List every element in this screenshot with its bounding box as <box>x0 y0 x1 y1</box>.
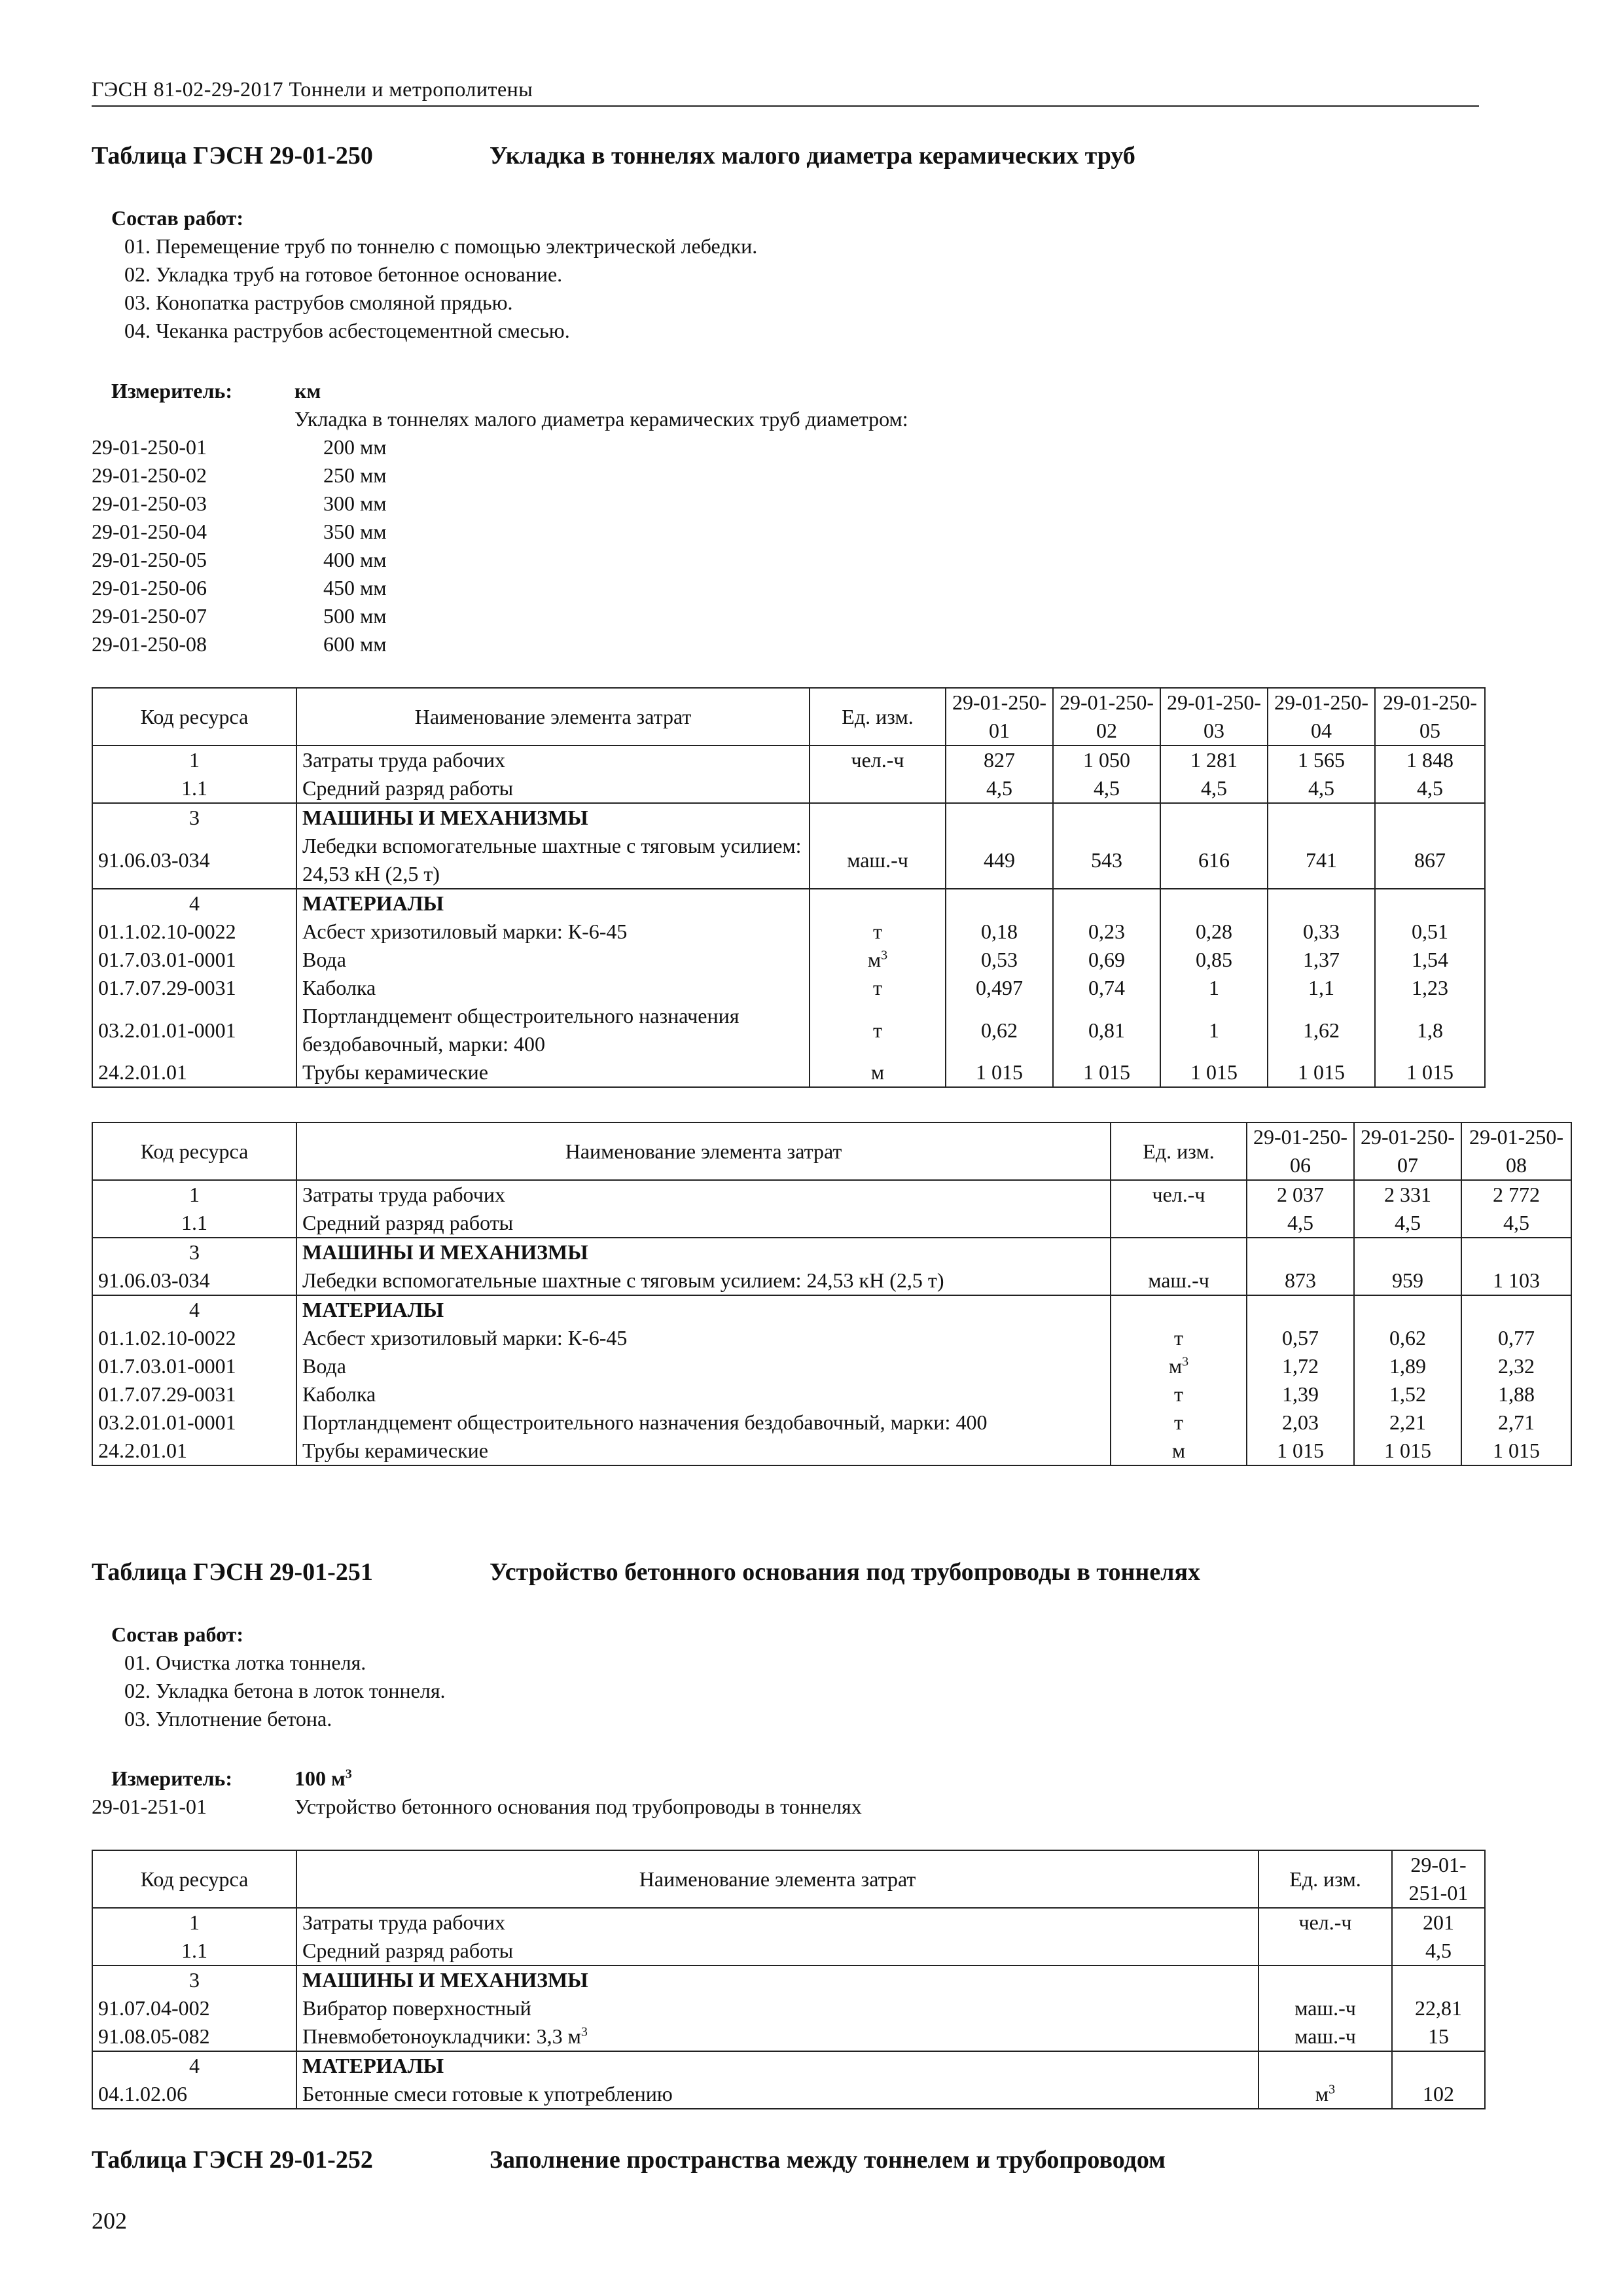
norm-value-cell: 873 <box>1247 1266 1354 1295</box>
norm-value-cell <box>1392 2051 1485 2080</box>
table-252-heading <box>92 2145 1166 2174</box>
norm-value-cell: 1,52 <box>1354 1380 1461 1408</box>
cost-element-cell: Средний разряд работы <box>296 1937 1258 1965</box>
header-norm-column: 29-01-250-01 <box>946 688 1053 745</box>
table-252-title: Заполнение пространства между тоннелем и трубопроводом <box>490 2146 1166 2174</box>
norm-value-cell: 1,8 <box>1375 1002 1485 1058</box>
work-item: 02. Укладка труб на готовое бетонное основание. <box>124 262 563 286</box>
norm-value-cell: 0,51 <box>1375 918 1485 946</box>
norm-value-cell: 0,23 <box>1053 918 1160 946</box>
table-row <box>92 2022 1485 2051</box>
item-code: 29-01-250-06 <box>92 576 207 600</box>
cost-element-cell: МАТЕРИАЛЫ <box>296 889 810 918</box>
resource-table-250-part2 <box>92 1122 1572 1466</box>
norm-value-cell: 0,81 <box>1053 1002 1160 1058</box>
item-desc: Устройство бетонного основания под трубопроводы в тоннелях <box>294 1795 862 1818</box>
header-unit: Ед. изм. <box>1258 1850 1392 1908</box>
table-250-works <box>92 204 757 345</box>
norm-value-cell: 1 015 <box>1354 1437 1461 1465</box>
works-label: Состав работ: <box>111 1623 244 1646</box>
norm-value-cell: 741 <box>1268 832 1375 889</box>
norm-value-cell: 1,89 <box>1354 1352 1461 1380</box>
table-250-code: Таблица ГЭСН 29-01-250 <box>92 142 373 170</box>
norm-value-cell: 4,5 <box>1160 774 1268 803</box>
norm-value-cell: 0,69 <box>1053 946 1160 974</box>
cost-element-cell: МАШИНЫ И МЕХАНИЗМЫ <box>296 1965 1258 1994</box>
norm-value-cell: 1 <box>1160 1002 1268 1058</box>
unit-cell: т <box>810 974 946 1002</box>
cost-element-cell: Каболка <box>296 974 810 1002</box>
resource-code-cell: 3 <box>92 803 296 832</box>
cost-element-cell: Вибратор поверхностный <box>296 1994 1258 2022</box>
resource-code-cell: 01.7.07.29-0031 <box>92 1380 296 1408</box>
table-row <box>92 2051 1485 2080</box>
norm-value-cell: 2 772 <box>1461 1180 1571 1209</box>
norm-value-cell: 1 050 <box>1053 745 1160 774</box>
resource-code-cell: 91.08.05-082 <box>92 2022 296 2051</box>
table-row <box>92 974 1485 1002</box>
norm-value-cell <box>1247 1295 1354 1324</box>
unit-cell: маш.-ч <box>1258 1994 1392 2022</box>
unit-cell: т <box>810 1002 946 1058</box>
resource-code-cell: 1.1 <box>92 774 296 803</box>
norm-value-cell <box>1392 1965 1485 1994</box>
unit-cell: т <box>1111 1380 1247 1408</box>
norm-value-cell <box>1268 889 1375 918</box>
unit-cell: чел.-ч <box>1111 1180 1247 1209</box>
norm-value-cell: 959 <box>1354 1266 1461 1295</box>
resource-code-cell: 24.2.01.01 <box>92 1058 296 1087</box>
norm-value-cell: 867 <box>1375 832 1485 889</box>
norm-value-cell <box>1247 1238 1354 1266</box>
table-row <box>92 1324 1571 1352</box>
meter-unit: км <box>294 379 321 403</box>
resource-code-cell: 03.2.01.01-0001 <box>92 1408 296 1437</box>
unit-cell <box>1111 1209 1247 1238</box>
norm-value-cell: 2,32 <box>1461 1352 1571 1380</box>
table-row <box>92 1437 1571 1465</box>
resource-code-cell: 4 <box>92 2051 296 2080</box>
resource-code-cell: 1.1 <box>92 1937 296 1965</box>
norm-value-cell: 1,62 <box>1268 1002 1375 1058</box>
header-unit: Ед. изм. <box>1111 1122 1247 1180</box>
norm-value-cell: 1 015 <box>946 1058 1053 1087</box>
meter-label: Измеритель: <box>111 379 232 403</box>
cost-element-cell: Асбест хризотиловый марки: К-6-45 <box>296 1324 1111 1352</box>
norm-value-cell: 2,71 <box>1461 1408 1571 1437</box>
item-desc: 450 мм <box>323 576 387 600</box>
header-resource-code: Код ресурса <box>92 1122 296 1180</box>
work-item: 02. Укладка бетона в лоток тоннеля. <box>124 1679 446 1702</box>
norm-value-cell: 1,54 <box>1375 946 1485 974</box>
norm-value-cell: 4,5 <box>1375 774 1485 803</box>
norm-value-cell: 1 565 <box>1268 745 1375 774</box>
unit-cell: т <box>810 918 946 946</box>
norm-value-cell <box>1461 1238 1571 1266</box>
header-norm-column: 29-01-250-03 <box>1160 688 1268 745</box>
header-cost-element: Наименование элемента затрат <box>296 688 810 745</box>
unit-cell: чел.-ч <box>1258 1908 1392 1937</box>
resource-code-cell: 1.1 <box>92 1209 296 1238</box>
cost-element-cell: МАШИНЫ И МЕХАНИЗМЫ <box>296 1238 1111 1266</box>
cost-element-cell: Затраты труда рабочих <box>296 745 810 774</box>
table-row <box>92 1908 1485 1937</box>
unit-cell: $м^3$ <box>810 946 946 974</box>
unit-cell: т <box>1111 1408 1247 1437</box>
norm-value-cell: 0,18 <box>946 918 1053 946</box>
table-row <box>92 1994 1485 2022</box>
item-desc: 250 мм <box>323 463 387 487</box>
header-resource-code: Код ресурса <box>92 1850 296 1908</box>
resource-code-cell: 01.1.02.10-0022 <box>92 1324 296 1352</box>
cost-element-cell: Каболка <box>296 1380 1111 1408</box>
norm-value-cell <box>1354 1238 1461 1266</box>
resource-table-250-part1 <box>92 687 1486 1088</box>
norm-value-cell: 1,88 <box>1461 1380 1571 1408</box>
norm-value-cell <box>1053 889 1160 918</box>
work-item: 03. Конопатка раструбов смоляной прядью. <box>124 291 513 314</box>
cost-element-cell: Пневмобетоноукладчики: 3,3 $м^3$ <box>296 2022 1258 2051</box>
resource-code-cell: 03.2.01.01-0001 <box>92 1002 296 1058</box>
table-251-code: Таблица ГЭСН 29-01-251 <box>92 1558 373 1586</box>
table-row <box>92 1295 1571 1324</box>
unit-cell <box>810 803 946 832</box>
item-desc: 400 мм <box>323 548 387 571</box>
table-250-title: Укладка в тоннелях малого диаметра керамических труб <box>490 142 1135 170</box>
table-row <box>92 745 1485 774</box>
cost-element-cell: Лебедки вспомогательные шахтные с тяговым усилием: 24,53 кН (2,5 т) <box>296 832 810 889</box>
resource-code-cell: 01.7.07.29-0031 <box>92 974 296 1002</box>
norm-value-cell: 2,03 <box>1247 1408 1354 1437</box>
item-code: 29-01-250-07 <box>92 604 207 628</box>
header-resource-code: Код ресурса <box>92 688 296 745</box>
header-cost-element: Наименование элемента затрат <box>296 1122 1111 1180</box>
norm-value-cell: 543 <box>1053 832 1160 889</box>
unit-cell: $м^3$ <box>1111 1352 1247 1380</box>
norm-value-cell: 1 015 <box>1247 1437 1354 1465</box>
resource-code-cell: 91.06.03-034 <box>92 832 296 889</box>
item-desc: 200 мм <box>323 435 387 459</box>
norm-value-cell: 1,37 <box>1268 946 1375 974</box>
header-norm-column: 29-01-250-08 <box>1461 1122 1571 1180</box>
cost-element-cell: Затраты труда рабочих <box>296 1180 1111 1209</box>
norm-value-cell: 0,497 <box>946 974 1053 1002</box>
norm-value-cell: 0,57 <box>1247 1324 1354 1352</box>
table-251-works <box>92 1621 446 1733</box>
meter-unit: 100 $м^3$ <box>294 1767 352 1790</box>
norm-value-cell: 1 015 <box>1268 1058 1375 1087</box>
header-norm-column: 29-01-250-04 <box>1268 688 1375 745</box>
norm-value-cell: 1 <box>1160 974 1268 1002</box>
resource-code-cell: 1 <box>92 745 296 774</box>
item-code: 29-01-250-08 <box>92 632 207 656</box>
norm-value-cell: 1 103 <box>1461 1266 1571 1295</box>
table-250-meter <box>92 377 1479 658</box>
cost-element-cell: Портландцемент общестроительного назначения бездобавочный, марки: 400 <box>296 1408 1111 1437</box>
resource-code-cell: 01.1.02.10-0022 <box>92 918 296 946</box>
norm-value-cell: 2,21 <box>1354 1408 1461 1437</box>
norm-value-cell: 1 015 <box>1461 1437 1571 1465</box>
norm-value-cell: 201 <box>1392 1908 1485 1937</box>
meter-description: Укладка в тоннелях малого диаметра керамических труб диаметром: <box>294 407 908 431</box>
table-row <box>92 774 1485 803</box>
resource-code-cell: 3 <box>92 1965 296 1994</box>
norm-value-cell <box>1268 803 1375 832</box>
unit-cell <box>1111 1238 1247 1266</box>
unit-cell <box>1111 1295 1247 1324</box>
norm-value-cell: 4,5 <box>946 774 1053 803</box>
work-item: 04. Чеканка раструбов асбестоцементной смесью. <box>124 319 570 342</box>
cost-element-cell: Асбест хризотиловый марки: К-6-45 <box>296 918 810 946</box>
meter-label: Измеритель: <box>111 1767 232 1790</box>
norm-value-cell: 15 <box>1392 2022 1485 2051</box>
table-row <box>92 1937 1485 1965</box>
resource-code-cell: 24.2.01.01 <box>92 1437 296 1465</box>
item-desc: 600 мм <box>323 632 387 656</box>
norm-value-cell: 0,77 <box>1461 1324 1571 1352</box>
cost-element-cell: Трубы керамические <box>296 1437 1111 1465</box>
cost-element-cell: МАТЕРИАЛЫ <box>296 1295 1111 1324</box>
unit-cell: $м^3$ <box>1258 2080 1392 2109</box>
table-row <box>92 918 1485 946</box>
header-norm-column: 29-01-250-02 <box>1053 688 1160 745</box>
unit-cell: м <box>1111 1437 1247 1465</box>
norm-value-cell <box>1354 1295 1461 1324</box>
item-code: 29-01-250-02 <box>92 463 207 487</box>
norm-value-cell: 0,62 <box>946 1002 1053 1058</box>
resource-code-cell: 4 <box>92 1295 296 1324</box>
resource-table-251 <box>92 1850 1486 2109</box>
cost-element-cell: Вода <box>296 946 810 974</box>
norm-value-cell: 1 015 <box>1375 1058 1485 1087</box>
unit-cell: чел.-ч <box>810 745 946 774</box>
item-code: 29-01-250-01 <box>92 435 207 459</box>
header-norm-column: 29-01-251-01 <box>1392 1850 1485 1908</box>
cost-element-cell: Трубы керамические <box>296 1058 810 1087</box>
unit-cell: т <box>1111 1324 1247 1352</box>
unit-cell <box>1258 1937 1392 1965</box>
norm-value-cell <box>1461 1295 1571 1324</box>
table-row <box>92 1180 1571 1209</box>
table-row <box>92 1238 1571 1266</box>
cost-element-cell: Средний разряд работы <box>296 774 810 803</box>
table-row <box>92 803 1485 832</box>
norm-value-cell: 0,28 <box>1160 918 1268 946</box>
norm-value-cell <box>1160 803 1268 832</box>
table-row <box>92 946 1485 974</box>
resource-code-cell: 04.1.02.06 <box>92 2080 296 2109</box>
header-unit: Ед. изм. <box>810 688 946 745</box>
document-page <box>92 0 1563 2296</box>
norm-value-cell <box>1160 889 1268 918</box>
cost-element-cell: Затраты труда рабочих <box>296 1908 1258 1937</box>
table-252-code: Таблица ГЭСН 29-01-252 <box>92 2146 373 2174</box>
norm-value-cell <box>1375 803 1485 832</box>
resource-code-cell: 1 <box>92 1180 296 1209</box>
item-desc: 500 мм <box>323 604 387 628</box>
norm-value-cell: 0,33 <box>1268 918 1375 946</box>
cost-element-cell: Лебедки вспомогательные шахтные с тяговым усилием: 24,53 кН (2,5 т) <box>296 1266 1111 1295</box>
norm-value-cell <box>946 803 1053 832</box>
norm-value-cell: 4,5 <box>1053 774 1160 803</box>
table-251-heading <box>92 1558 1200 1587</box>
table-row <box>92 1058 1485 1087</box>
unit-cell: маш.-ч <box>1258 2022 1392 2051</box>
norm-value-cell: 4,5 <box>1354 1209 1461 1238</box>
norm-value-cell: 1 848 <box>1375 745 1485 774</box>
cost-element-cell: Вода <box>296 1352 1111 1380</box>
header-norm-column: 29-01-250-06 <box>1247 1122 1354 1180</box>
norm-value-cell: 4,5 <box>1247 1209 1354 1238</box>
cost-element-cell: Средний разряд работы <box>296 1209 1111 1238</box>
norm-value-cell: 4,5 <box>1461 1209 1571 1238</box>
page-number: 202 <box>92 2208 127 2234</box>
norm-value-cell: 4,5 <box>1268 774 1375 803</box>
table-row <box>92 1266 1571 1295</box>
norm-value-cell: 1,23 <box>1375 974 1485 1002</box>
table-row <box>92 1352 1571 1380</box>
table-row <box>92 1380 1571 1408</box>
norm-value-cell: 0,85 <box>1160 946 1268 974</box>
norm-value-cell: 1 015 <box>1053 1058 1160 1087</box>
table-251-title: Устройство бетонного основания под трубопроводы в тоннелях <box>490 1558 1201 1586</box>
item-desc: 300 мм <box>323 492 387 515</box>
norm-value-cell: 1,72 <box>1247 1352 1354 1380</box>
resource-code-cell: 4 <box>92 889 296 918</box>
table-row <box>92 889 1485 918</box>
norm-value-cell <box>946 889 1053 918</box>
norm-value-cell <box>1375 889 1485 918</box>
norm-value-cell: 0,62 <box>1354 1324 1461 1352</box>
work-item: 03. Уплотнение бетона. <box>124 1707 332 1731</box>
table-row <box>92 1965 1485 1994</box>
cost-element-cell: Портландцемент общестроительного назначения бездобавочный, марки: 400 <box>296 1002 810 1058</box>
resource-code-cell: 01.7.03.01-0001 <box>92 946 296 974</box>
unit-cell <box>1258 2051 1392 2080</box>
unit-cell: маш.-ч <box>810 832 946 889</box>
table-row <box>92 1209 1571 1238</box>
item-code: 29-01-251-01 <box>92 1795 207 1818</box>
item-code: 29-01-250-03 <box>92 492 207 515</box>
norm-value-cell: 2 331 <box>1354 1180 1461 1209</box>
resource-code-cell: 3 <box>92 1238 296 1266</box>
norm-value-cell: 22,81 <box>1392 1994 1485 2022</box>
norm-value-cell: 102 <box>1392 2080 1485 2109</box>
unit-cell <box>810 889 946 918</box>
table-251-meter <box>92 1765 1479 1821</box>
norm-value-cell: 0,53 <box>946 946 1053 974</box>
item-code: 29-01-250-04 <box>92 520 207 543</box>
cost-element-cell: Бетонные смеси готовые к употреблению <box>296 2080 1258 2109</box>
norm-value-cell: 1,39 <box>1247 1380 1354 1408</box>
resource-code-cell: 91.07.04-002 <box>92 1994 296 2022</box>
norm-value-cell: 1 281 <box>1160 745 1268 774</box>
unit-cell: маш.-ч <box>1111 1266 1247 1295</box>
work-item: 01. Перемещение труб по тоннелю с помощью электрической лебедки. <box>124 234 758 258</box>
resource-code-cell: 1 <box>92 1908 296 1937</box>
unit-cell <box>1258 1965 1392 1994</box>
norm-value-cell: 449 <box>946 832 1053 889</box>
table-row <box>92 1002 1485 1058</box>
table-row <box>92 1408 1571 1437</box>
resource-code-cell: 91.06.03-034 <box>92 1266 296 1295</box>
norm-value-cell: 4,5 <box>1392 1937 1485 1965</box>
running-header: ГЭСН 81-02-29-2017 Тоннели и метрополитены <box>92 77 1479 107</box>
norm-value-cell: 0,74 <box>1053 974 1160 1002</box>
header-norm-column: 29-01-250-07 <box>1354 1122 1461 1180</box>
table-250-heading <box>92 141 1135 170</box>
norm-value-cell: 1,1 <box>1268 974 1375 1002</box>
table-row <box>92 2080 1485 2109</box>
norm-value-cell: 827 <box>946 745 1053 774</box>
works-label: Состав работ: <box>111 206 244 230</box>
work-item: 01. Очистка лотка тоннеля. <box>124 1651 366 1674</box>
header-cost-element: Наименование элемента затрат <box>296 1850 1258 1908</box>
item-desc: 350 мм <box>323 520 387 543</box>
item-code: 29-01-250-05 <box>92 548 207 571</box>
cost-element-cell: МАШИНЫ И МЕХАНИЗМЫ <box>296 803 810 832</box>
norm-value-cell: 2 037 <box>1247 1180 1354 1209</box>
resource-code-cell: 01.7.03.01-0001 <box>92 1352 296 1380</box>
cost-element-cell: МАТЕРИАЛЫ <box>296 2051 1258 2080</box>
norm-value-cell <box>1053 803 1160 832</box>
unit-cell <box>810 774 946 803</box>
unit-cell: м <box>810 1058 946 1087</box>
header-norm-column: 29-01-250-05 <box>1375 688 1485 745</box>
norm-value-cell: 616 <box>1160 832 1268 889</box>
table-row <box>92 832 1485 889</box>
norm-value-cell: 1 015 <box>1160 1058 1268 1087</box>
